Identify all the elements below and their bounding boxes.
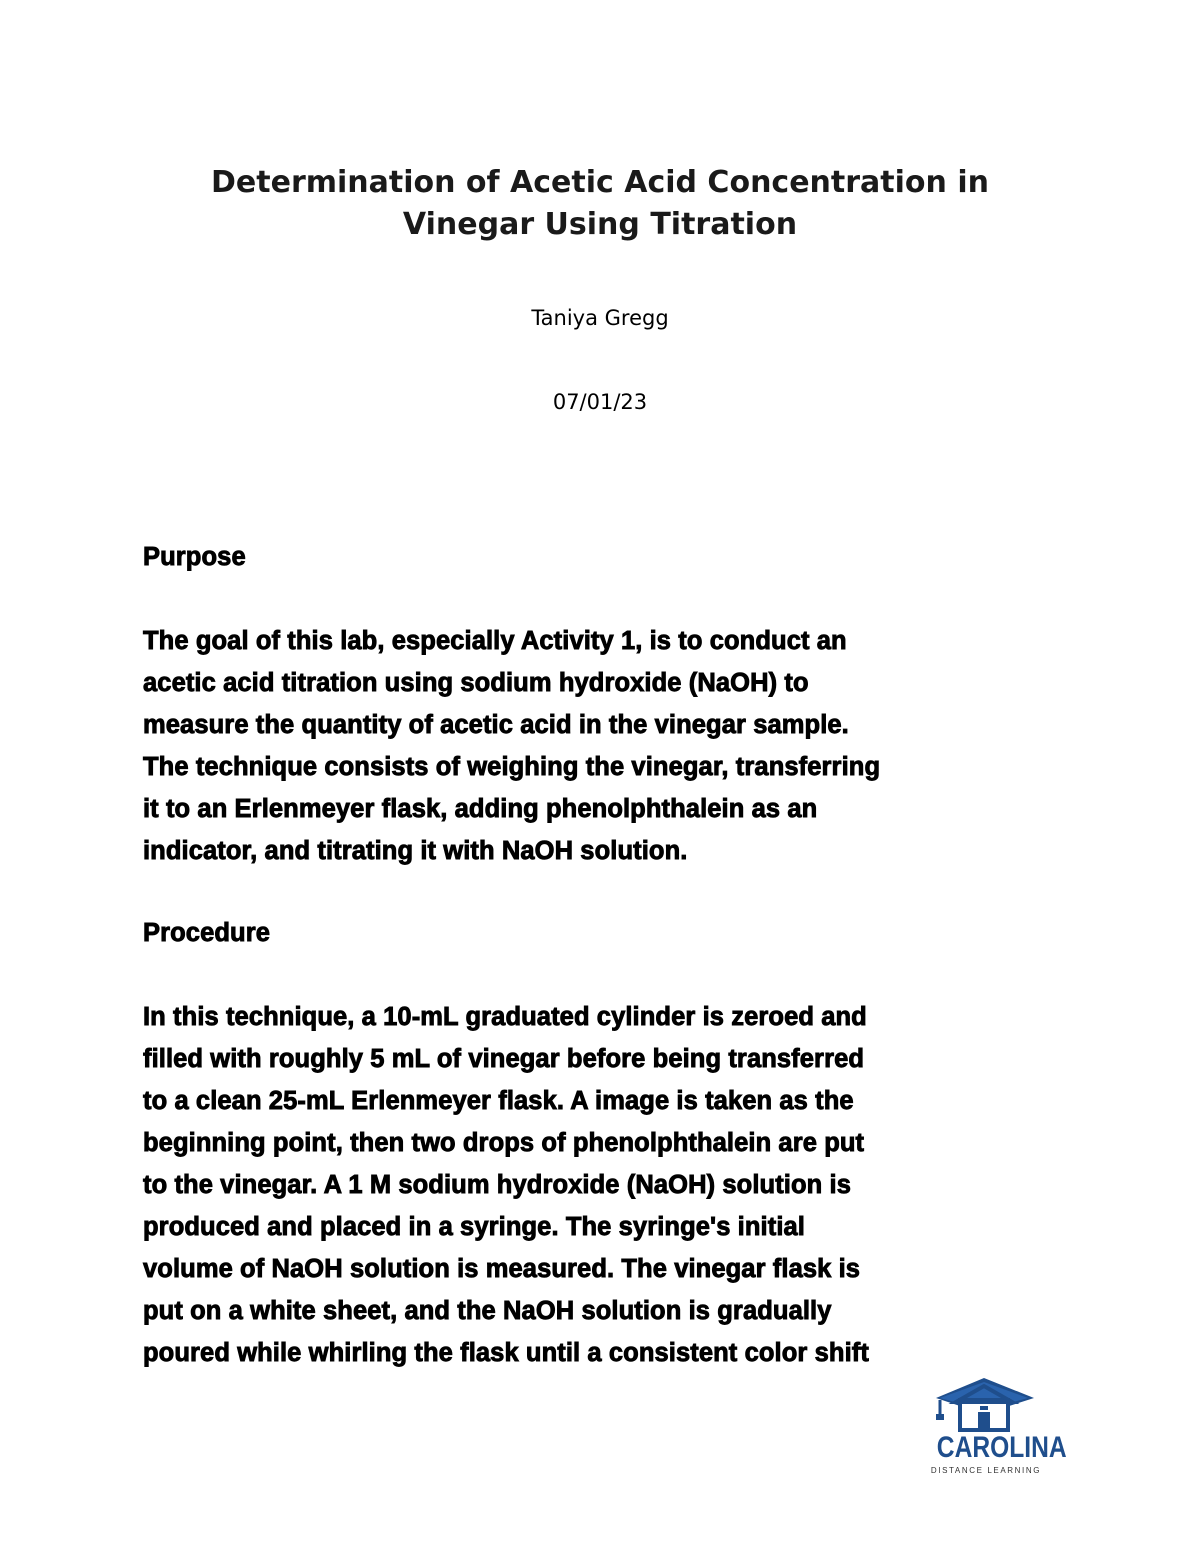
purpose-line: it to an Erlenmeyer flask, adding phenolphthalein as an: [143, 795, 818, 823]
house-graduation-cap-icon: [926, 1376, 1046, 1434]
purpose-line: indicator, and titrating it with NaOH solution.: [143, 837, 688, 865]
procedure-line: to a clean 25-mL Erlenmeyer flask. A image is taken as the: [143, 1087, 854, 1115]
procedure-line: filled with roughly 5 mL of vinegar before being transferred: [143, 1045, 865, 1073]
purpose-line: acetic acid titration using sodium hydroxide (NaOH) to: [143, 669, 809, 697]
logo-tagline: DISTANCE LEARNING: [930, 1466, 1042, 1475]
title-line-2: Vinegar Using Titration: [402, 207, 798, 242]
logo-wordmark: CAROLINA: [936, 1431, 1067, 1464]
procedure-line: In this technique, a 10-mL graduated cylinder is zeroed and: [143, 1003, 867, 1031]
author-name: Taniya Gregg: [531, 306, 669, 330]
document-date: 07/01/23: [552, 390, 648, 414]
page-title: [0, 162, 1200, 246]
procedure-line: to the vinegar. A 1 M sodium hydroxide (NaOH) solution is: [143, 1171, 851, 1199]
procedure-line: put on a white sheet, and the NaOH solution is gradually: [143, 1297, 832, 1325]
procedure-line: poured while whirling the flask until a consistent color shift: [143, 1339, 869, 1367]
title-line-1: Determination of Acetic Acid Concentration in: [211, 165, 989, 200]
procedure-line: produced and placed in a syringe. The syringe's initial: [143, 1213, 805, 1241]
purpose-heading: Purpose: [143, 543, 246, 571]
procedure-heading: Procedure: [143, 919, 271, 947]
carolina-logo: [926, 1376, 1067, 1478]
procedure-line: beginning point, then two drops of phenolphthalein are put: [143, 1129, 865, 1157]
purpose-line: measure the quantity of acetic acid in the vinegar sample.: [143, 711, 849, 739]
purpose-line: The goal of this lab, especially Activity 1, is to conduct an: [143, 627, 847, 655]
purpose-paragraph: [143, 620, 1063, 872]
procedure-line: volume of NaOH solution is measured. The vinegar flask is: [143, 1255, 861, 1283]
procedure-paragraph: [143, 996, 1063, 1374]
purpose-line: The technique consists of weighing the vinegar, transferring: [143, 753, 881, 781]
